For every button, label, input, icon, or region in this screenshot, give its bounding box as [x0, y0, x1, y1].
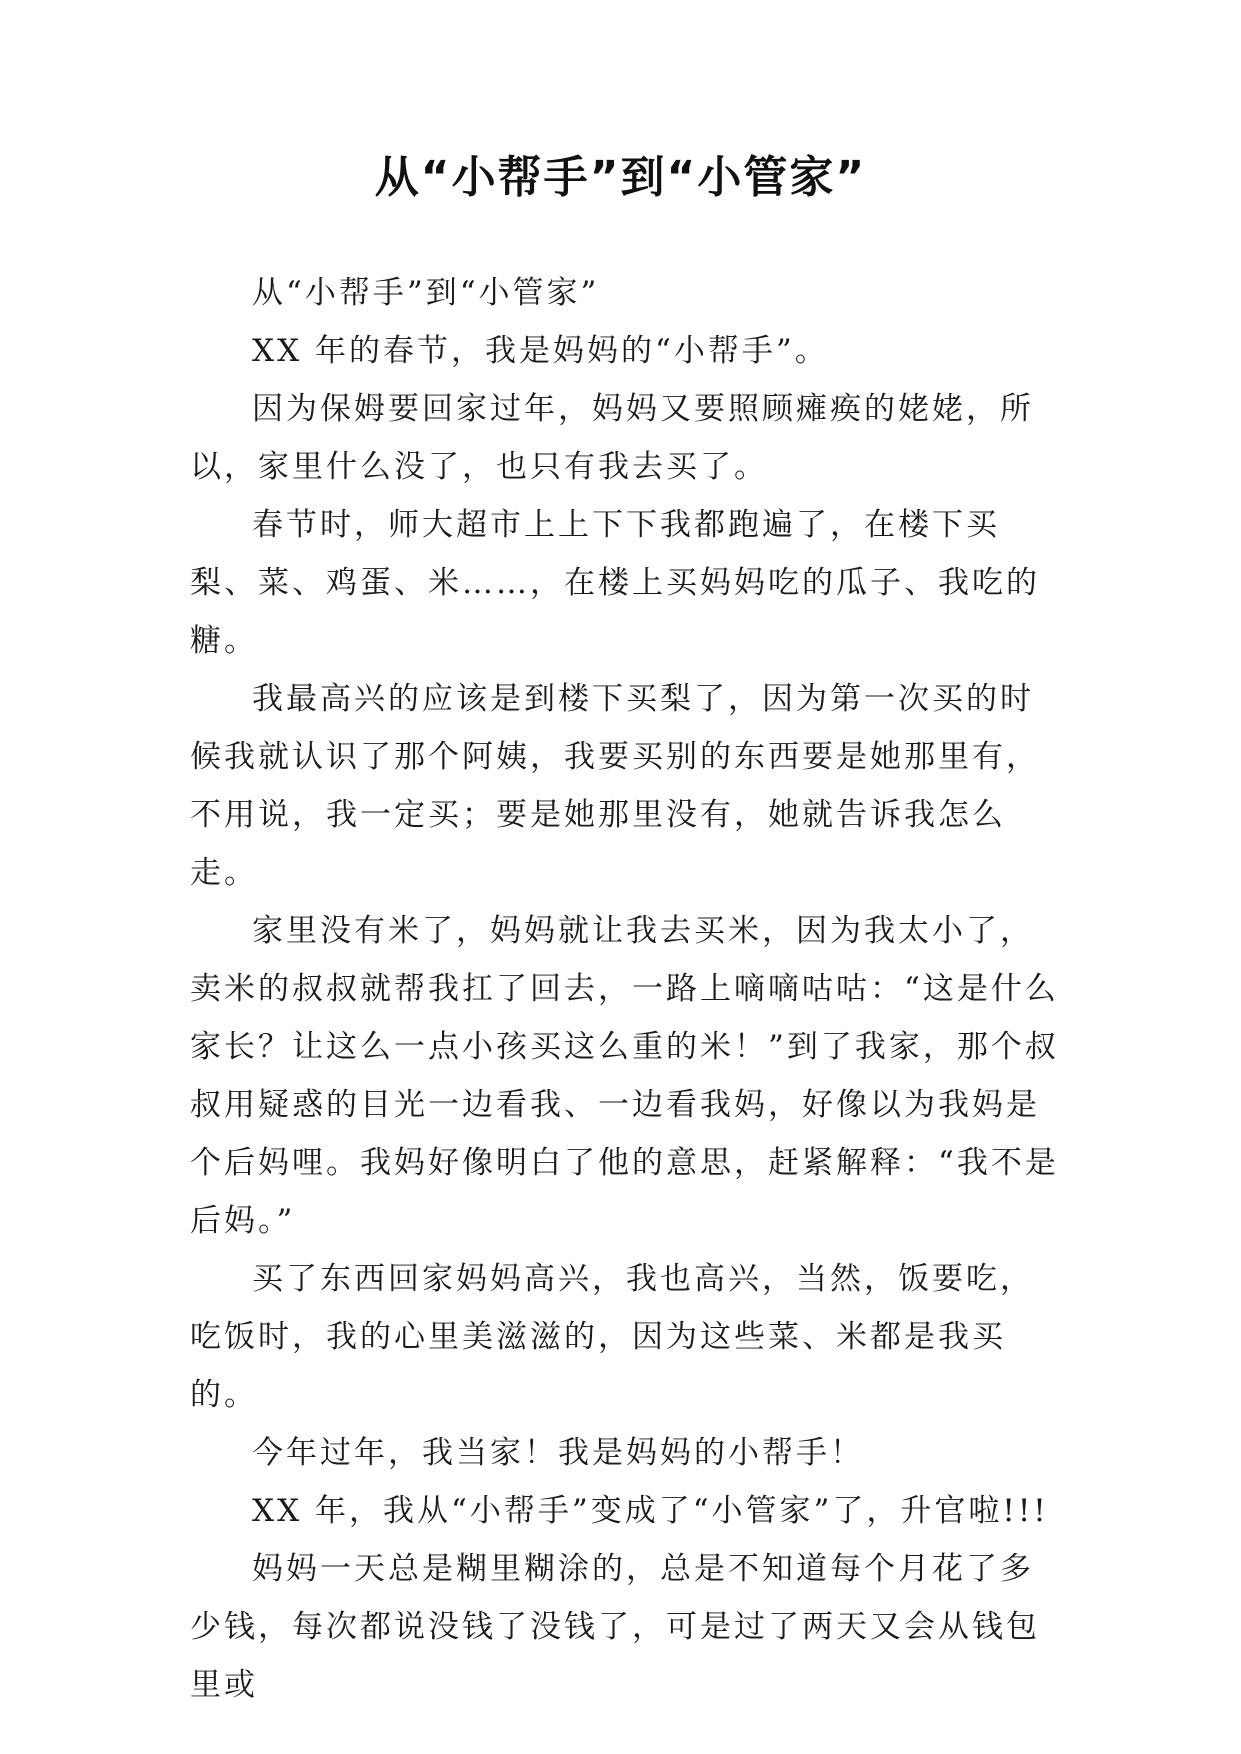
paragraph: XX 年，我从“小帮手”变成了“小管家”了，升官啦!!!	[252, 1493, 1049, 1529]
paragraph: 买了东西回家妈妈高兴，我也高兴，当然，饭要吃，吃饭时，我的心里美滋滋的，因为这些菜、米都是我买的。	[190, 1261, 1034, 1413]
paragraph: 家里没有米了，妈妈就让我去买米，因为我太小了，卖米的叔叔就帮我扛了回去，一路上嘀嘀咕咕：“这是什么家长？让这么一点小孩买这么重的米！”到了我家，那个叔叔用疑惑的目光一边看我、一边看我妈，好像以为我妈是个后妈哩。我妈好像明白了他的意思，赶紧解释：“我不是后妈。”	[190, 913, 1059, 1239]
paragraph: 今年过年，我当家！我是妈妈的小帮手！	[252, 1435, 864, 1471]
paragraph: XX 年的春节，我是妈妈的“小帮手”。	[252, 333, 829, 369]
paragraph: 春节时，师大超市上上下下我都跑遍了，在楼下买梨、菜、鸡蛋、米……，在楼上买妈妈吃的瓜子、我吃的糖。	[190, 507, 1040, 659]
paragraph: 我最高兴的应该是到楼下买梨了，因为第一次买的时候我就认识了那个阿姨，我要买别的东西要是她那里有，不用说，我一定买；要是她那里没有，她就告诉我怎么走。	[190, 681, 1040, 891]
paragraph: 从“小帮手”到“小管家”	[252, 275, 600, 311]
paragraph: 因为保姆要回家过年，妈妈又要照顾瘫痪的姥姥，所以，家里什么没了，也只有我去买了。	[190, 391, 1034, 485]
document-body	[190, 264, 1060, 1714]
paragraph: 妈妈一天总是糊里糊涂的，总是不知道每个月花了多少钱，每次都说没钱了没钱了，可是过了两天又会从钱包里或	[190, 1551, 1040, 1703]
document-title: 从“小帮手”到“小管家”	[374, 152, 867, 203]
